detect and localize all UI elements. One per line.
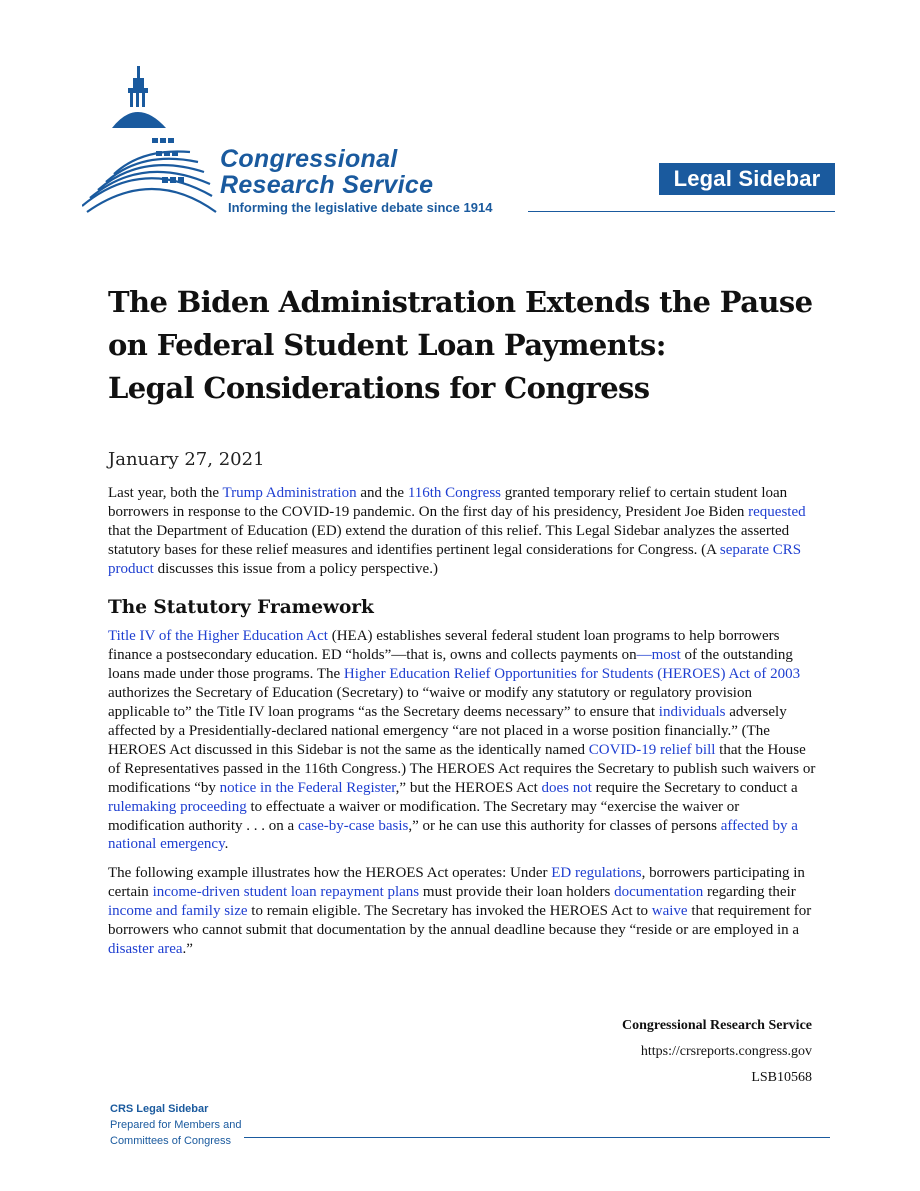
- link-116th-congress[interactable]: 116th Congress: [407, 485, 502, 501]
- link-federal-register-notice[interactable]: notice in the Federal Register: [219, 779, 396, 796]
- document-body: [108, 484, 816, 969]
- title-line: The Biden Administration Extends the Pause: [108, 285, 813, 319]
- link-covid-relief-bill[interactable]: COVID-19 relief bill: [588, 741, 716, 758]
- link-most[interactable]: —most: [636, 647, 681, 664]
- text: regarding their: [703, 884, 796, 901]
- text: to remain eligible. The Secretary has invoked the HEROES Act to: [247, 903, 652, 920]
- text: adversely affected by a Presidentially-declared national emergency “are not placed in a worse position financially.” (The HEROES Act discussed in this Sidebar is not the same as the identically named: [108, 704, 787, 758]
- legal-sidebar-badge: Legal Sidebar: [659, 163, 835, 195]
- link-national-emergency[interactable]: affected by a national emergency: [108, 817, 798, 853]
- text: , borrowers participating in certain: [108, 865, 805, 901]
- signature-org: Congressional Research Service: [621, 1018, 812, 1033]
- signature-id: LSB10568: [751, 1070, 812, 1085]
- title-line: on Federal Student Loan Payments:: [108, 328, 666, 362]
- text: and the: [356, 485, 408, 501]
- link-income-family-size[interactable]: income and family size: [108, 903, 248, 920]
- crs-wordmark-line1: Congressional: [220, 145, 398, 173]
- text: (HEA) establishes several federal student loan programs to help borrowers finance a postsecondary education. ED “holds”—that is, owns and collects payments on: [108, 628, 780, 664]
- link-rulemaking-proceeding[interactable]: rulemaking proceeding: [108, 798, 247, 815]
- link-individuals[interactable]: individuals: [658, 704, 726, 721]
- text: require the Secretary to conduct a: [591, 779, 798, 796]
- text: The following example illustrates how the HEROES Act operates: Under: [108, 865, 552, 882]
- link-title-iv-hea[interactable]: Title IV of the Higher Education Act: [108, 628, 328, 645]
- publication-date: January 27, 2021: [108, 449, 265, 470]
- footer: [110, 1101, 241, 1149]
- tagline-rule: [528, 211, 835, 212]
- text: of the outstanding loans made under those programs. The: [108, 647, 793, 683]
- footer-line1: CRS Legal Sidebar: [110, 1103, 209, 1115]
- link-case-by-case[interactable]: case-by-case basis: [297, 817, 409, 834]
- text: must provide their loan holders: [419, 884, 615, 901]
- example-paragraph: [108, 864, 816, 959]
- link-does-not[interactable]: does not: [541, 779, 592, 796]
- text: ,” or he can use this authority for classes of persons: [408, 817, 721, 834]
- footer-rule: [244, 1137, 830, 1138]
- text: ,” but the HEROES Act: [395, 779, 542, 796]
- section-heading: The Statutory Framework: [108, 596, 374, 618]
- footer-line3: Committees of Congress: [110, 1135, 232, 1147]
- crs-tagline: Informing the legislative debate since 1914: [228, 200, 493, 215]
- link-documentation[interactable]: documentation: [614, 884, 704, 901]
- document-title: [108, 281, 848, 410]
- link-trump-administration[interactable]: Trump Administration: [222, 485, 357, 501]
- link-disaster-area[interactable]: disaster area: [108, 940, 183, 957]
- footer-line2: Prepared for Members and: [110, 1119, 242, 1131]
- link-separate-crs-product[interactable]: separate CRS product: [108, 541, 802, 577]
- text: that the House of Representatives passed in the 116th Congress.) The HEROES Act requires the Secretary to publish such waivers or modifications “by: [108, 741, 816, 796]
- text: .: [224, 836, 229, 853]
- capitol-dome-logo: [82, 66, 222, 216]
- text: to effectuate a waiver or modification. The Secretary may “exercise the waiver or modification authority . . . on a: [108, 798, 740, 834]
- text: that requirement for borrowers who cannot submit that documentation by the annual deadline because they “reside or are employed in a: [108, 903, 812, 939]
- link-waive[interactable]: waive: [651, 903, 688, 920]
- crs-wordmark: [220, 146, 433, 198]
- text: that the Department of Education (ED) extend the duration of this relief. This Legal Sidebar analyzes the asserted statutory bases for these relief measures and identifies pertinent legal considerations for Congress. (A: [108, 522, 790, 558]
- crs-wordmark-line2: Research Service: [220, 171, 434, 199]
- text: discusses this issue from a policy perspective.): [153, 560, 438, 577]
- text: .”: [182, 940, 193, 957]
- title-line: Legal Considerations for Congress: [108, 371, 650, 405]
- signature-block: [622, 1013, 812, 1091]
- text: granted temporary relief to certain student loan borrowers in response to the COVID-19 pandemic. On the first day of his presidency, President Joe Biden: [108, 485, 788, 520]
- link-heroes-act[interactable]: Higher Education Relief Opportunities for Students (HEROES) Act of 2003: [343, 666, 801, 683]
- text: Last year, both the: [108, 485, 223, 501]
- signature-url[interactable]: https://crsreports.congress.gov: [640, 1044, 812, 1059]
- statutory-paragraph: [108, 627, 816, 854]
- link-requested[interactable]: requested: [748, 503, 806, 520]
- link-ed-regulations[interactable]: ED regulations: [551, 865, 642, 882]
- link-income-driven-plans[interactable]: income-driven student loan repayment plans: [152, 884, 420, 901]
- intro-paragraph: [108, 484, 816, 579]
- text: authorizes the Secretary of Education (Secretary) to “waive or modify any statutory or regulatory provision applicable to” the Title IV loan programs “as the Secretary deems necessary” to ensure that: [108, 685, 752, 721]
